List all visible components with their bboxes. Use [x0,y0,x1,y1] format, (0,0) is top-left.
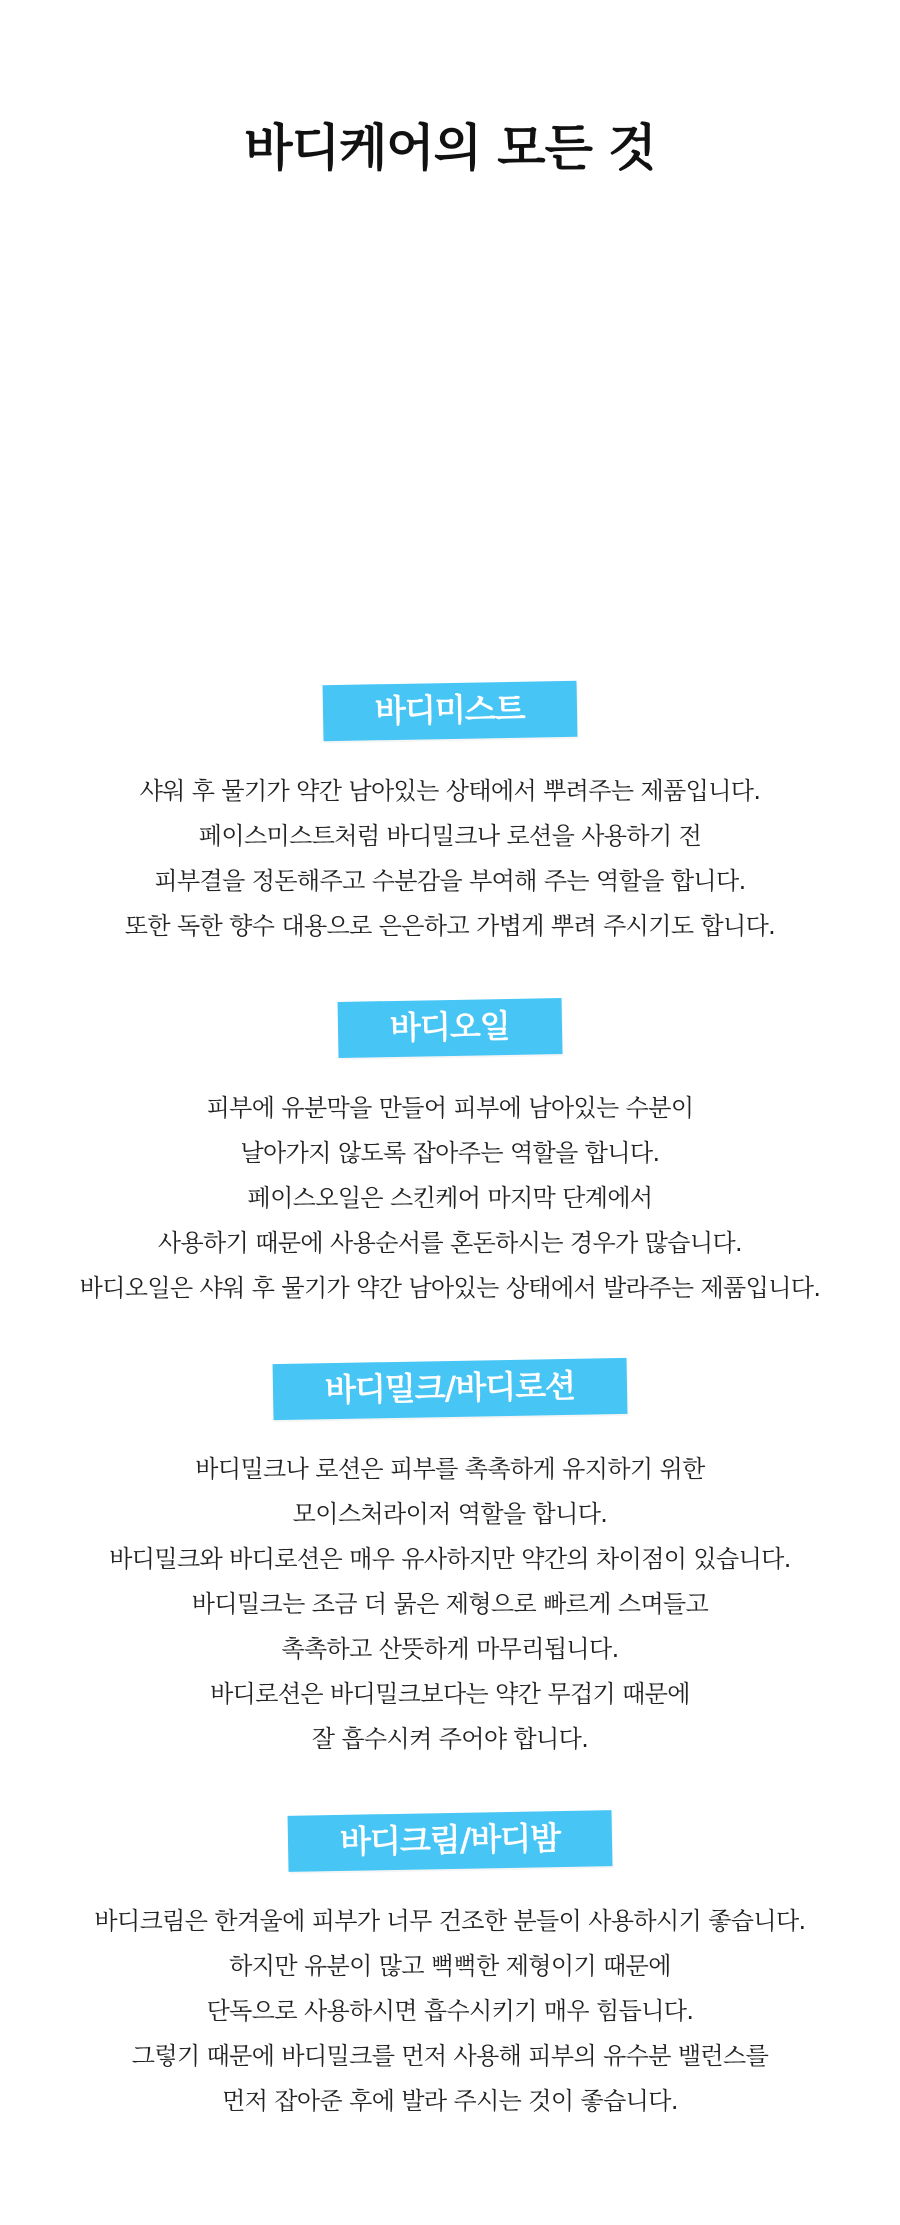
description-line: 피부에 유분막을 만들어 피부에 남아있는 수분이 [206,1094,694,1122]
description-line: 피부결을 정돈해주고 수분감을 부여해 주는 역할을 합니다. [154,867,746,895]
section-description-body-milk-lotion [0,1447,900,1762]
section-body-oil [0,1000,900,1311]
description-line: 샤워 후 물기가 약간 남아있는 상태에서 뿌려주는 제품입니다. [139,777,761,805]
description-line: 바디밀크나 로션은 피부를 촉촉하게 유지하기 위한 [195,1455,705,1483]
section-description-body-oil [0,1086,900,1311]
description-line: 페이스미스트처럼 바디밀크나 로션을 사용하기 전 [198,822,702,850]
description-line: 페이스오일은 스킨케어 마지막 단계에서 [247,1184,653,1212]
description-line: 바디오일은 샤워 후 물기가 약간 남아있는 상태에서 발라주는 제품입니다. [79,1274,821,1302]
description-line: 촉촉하고 산뜻하게 마무리됩니다. [281,1635,619,1663]
description-line: 단독으로 사용하시면 흡수시키기 매우 힘듭니다. [206,1997,694,2025]
section-description-body-mist [0,769,900,949]
description-line: 바디밀크는 조금 더 묽은 제형으로 빠르게 스며들고 [191,1590,709,1618]
description-line: 날아가지 않도록 잡아주는 역할을 합니다. [240,1139,660,1167]
section-label-body-cream-balm: 바디크림/바디밤 [287,1810,612,1872]
description-line: 바디로션은 바디밀크보다는 약간 무겁기 때문에 [210,1680,690,1708]
section-label-body-milk-lotion: 바디밀크/바디로션 [273,1358,628,1420]
description-line: 또한 독한 향수 대용으로 은은하고 가볍게 뿌려 주시기도 합니다. [124,912,776,940]
section-body-cream-balm [0,1813,900,2124]
section-description-body-cream-balm [0,1899,900,2124]
section-body-milk-lotion [0,1361,900,1762]
description-line: 바디밀크와 바디로션은 매우 유사하지만 약간의 차이점이 있습니다. [109,1545,791,1573]
description-line: 잘 흡수시켜 주어야 합니다. [311,1725,589,1753]
description-line: 바디크림은 한겨울에 피부가 너무 건조한 분들이 사용하시기 좋습니다. [94,1907,806,1935]
description-line: 모이스처라이저 역할을 합니다. [292,1500,608,1528]
description-line: 사용하기 때문에 사용순서를 혼돈하시는 경우가 많습니다. [157,1229,743,1257]
description-line: 먼저 잡아준 후에 발라 주시는 것이 좋습니다. [222,2087,678,2115]
section-label-body-oil: 바디오일 [338,998,563,1058]
page-title: 바디케어의 모든 것 [244,119,656,177]
description-line: 그렇기 때문에 바디밀크를 먼저 사용해 피부의 유수분 밸런스를 [131,2042,769,2070]
section-body-mist [0,683,900,949]
description-line: 하지만 유분이 많고 뻑뻑한 제형이기 때문에 [229,1952,671,1980]
section-label-body-mist: 바디미스트 [323,681,578,741]
